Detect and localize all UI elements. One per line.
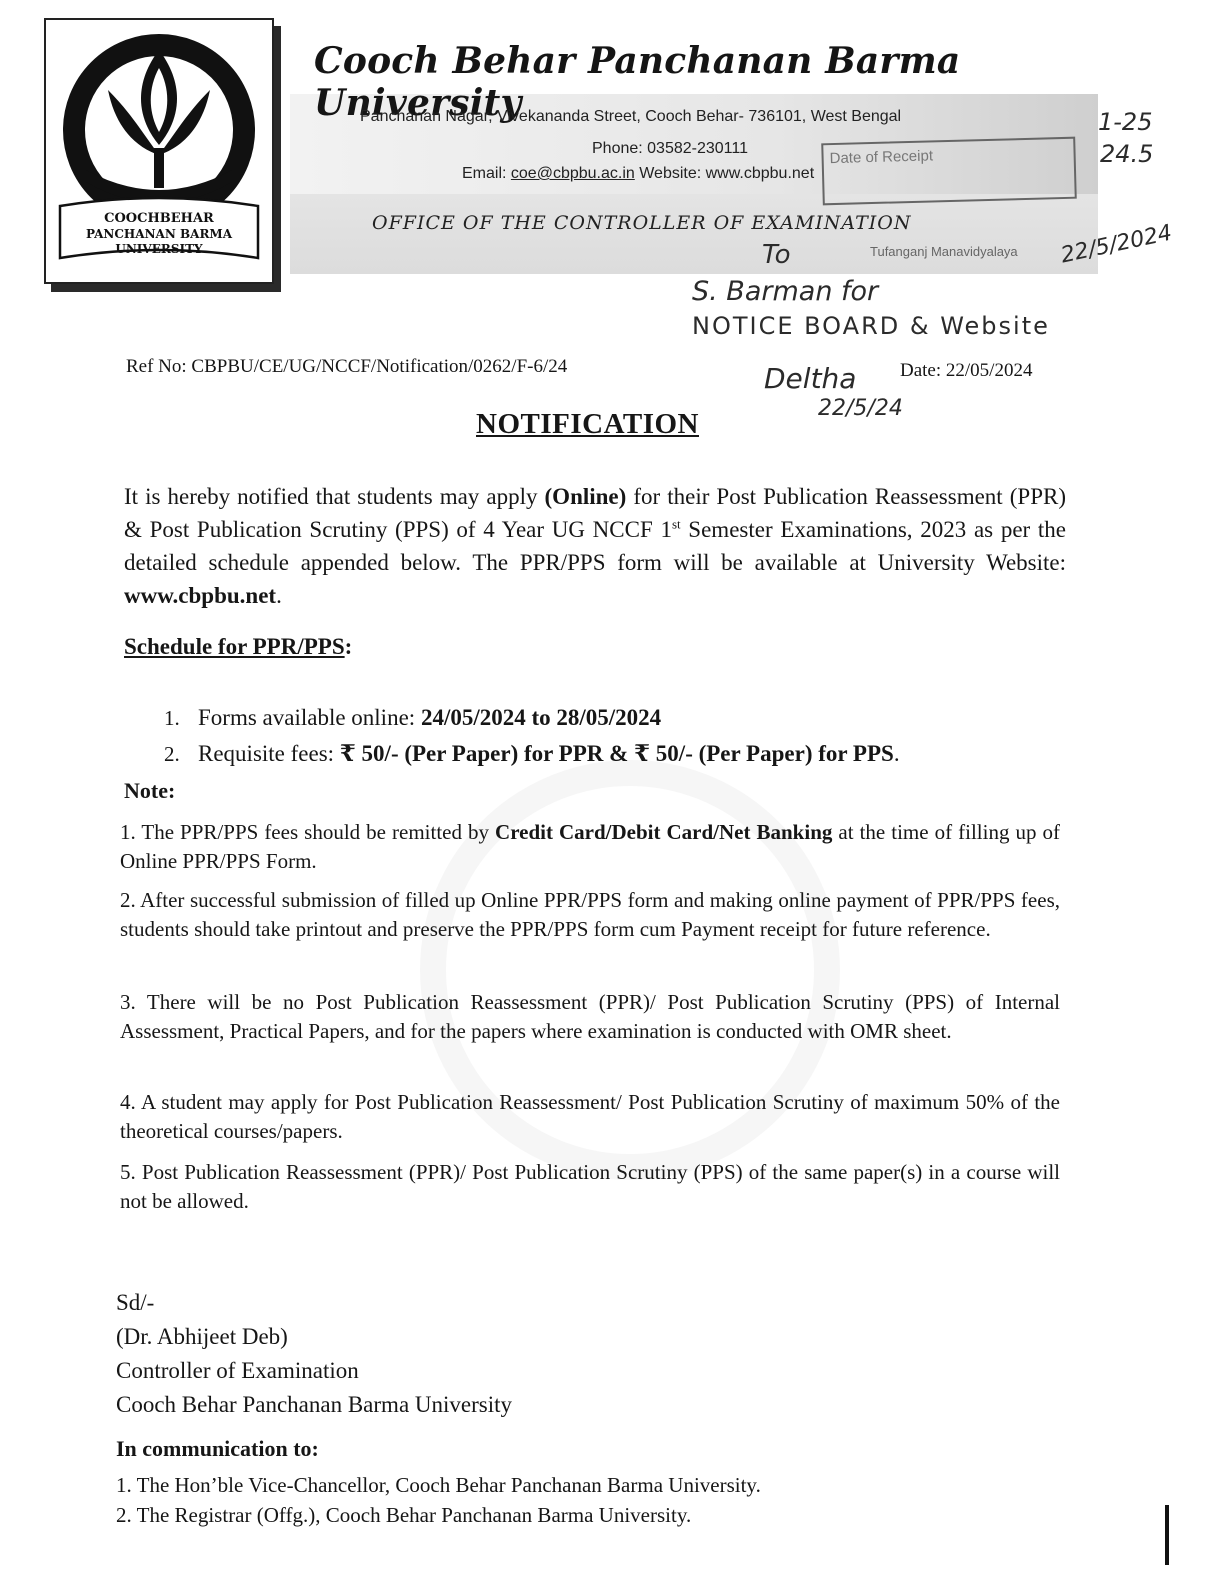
signatory-name: (Dr. Abhijeet Deb) [116,1324,288,1349]
list-number: 1. [164,706,180,730]
office-title: OFFICE OF THE CONTROLLER OF EXAMINATION [372,212,912,234]
logo-text-line1: COOCHBEHAR [104,211,214,226]
note-1-text-c: at the time of filling up of Online PPR/PPS Form. [120,820,1060,873]
university-address: Panchanan Nagar, Vivekananda Street, Cooch Behar- 736101, West Bengal [360,108,902,125]
note-heading: Note: [124,778,176,803]
reference-number: Ref No: CBPBU/CE/UG/NCCF/Notification/0262/F-6/24 [126,356,568,377]
handwritten-recipient: S. Barman for [692,276,879,307]
communication-list [116,1470,761,1530]
website-label: Website: [634,165,706,182]
note-1 [120,818,1060,876]
list-item [164,736,1064,772]
signature-block [116,1286,512,1422]
note-1-text-a: 1. The PPR/PPS fees should be remitted by [120,820,496,844]
intro-text-2: for their Post Publication Reassessment (PPR) & Post Publication Scrutiny (PPS) of 4 Year UG NCCF 1 [124,484,1066,542]
intro-sup: st [671,516,681,532]
note-3: 3. There will be no Post Publication Reassessment (PPR)/ Post Publication Scrutiny (PPS) of Internal Assessment, Practical Papers, and for the papers where examination is conducted with OMR sheet. [120,990,1060,1043]
schedule-heading [124,634,352,660]
handwritten-margin-date1: 1-25 [1098,108,1153,136]
university-logo [44,18,274,284]
handwritten-to: To [762,240,791,270]
stamp-college: Tufanganj Manavidyalaya [870,244,1018,259]
signatory-institution: Cooch Behar Panchanan Barma University [116,1392,512,1417]
schedule-list [164,700,1064,772]
university-name: Cooch Behar Panchanan Barma University [314,40,961,124]
intro-text-1: It is hereby notified that students may apply [124,484,545,509]
receipt-stamp [821,137,1077,206]
note-4: 4. A student may apply for Post Publication Reassessment/ Post Publication Scrutiny of maximum 50% of the theoretical courses/papers. [120,1090,1060,1143]
logo-text-line3: UNIVERSITY [115,242,203,256]
contact-line [462,165,814,183]
note-5: 5. Post Publication Reassessment (PPR)/ Post Publication Scrutiny (PPS) of the same paper(s) in a course will not be allowed. [120,1160,1060,1213]
fees-end: . [893,741,900,766]
schedule-heading-colon: : [344,634,353,659]
scan-edge-mark [1165,1505,1169,1565]
email-label: Email: [462,165,511,182]
intro-end: . [276,583,282,608]
logo-text-line2: PANCHANAN BARMA [85,227,233,241]
phone-line [592,140,748,158]
phone-label: Phone: [592,140,648,157]
website-link[interactable]: www.cbpbu.net [705,165,815,182]
signatory-designation: Controller of Examination [116,1358,359,1383]
fees-value: ₹ 50/- (Per Paper) for PPR & ₹ 50/- (Per Paper) for PPS [339,741,894,766]
list-number: 2. [164,742,180,766]
list-item [164,700,1064,736]
list-item: 2. The Registrar (Offg.), Cooch Behar Panchanan Barma University. [116,1503,692,1527]
communication-heading: In communication to: [116,1436,319,1461]
intro-paragraph [124,480,1066,612]
intro-online: (Online) [544,484,627,509]
page-title: NOTIFICATION [476,408,699,440]
handwritten-stamp-date: 22/5/2024 [1058,220,1175,269]
leaf-flame-emblem-icon [46,20,272,282]
handwritten-purpose: NOTICE BOARD & Website [692,312,1050,340]
list-item: 1. The Hon’ble Vice-Chancellor, Cooch Behar Panchanan Barma University. [116,1473,761,1497]
email-link[interactable]: coe@cbpbu.ac.in [510,165,635,182]
handwritten-signature: Deltha [764,362,857,395]
signature-sd: Sd/- [116,1290,155,1315]
notice-date: Date: 22/05/2024 [900,360,1033,381]
note-1-payment-modes: Credit Card/Debit Card/Net Banking [495,820,833,844]
intro-text-3: Semester Examinations, 2023 as per the detailed schedule appended below. The PPR/PPS form will be available at University Website: [124,517,1066,575]
handwritten-margin-date2: 24.5 [1100,140,1154,168]
forms-dates: 24/05/2024 to 28/05/2024 [420,705,662,730]
handwritten-date: 22/5/24 [818,396,903,421]
fees-label: Requisite fees: [198,741,340,766]
stamp-label: Date of Receipt [829,147,934,168]
intro-website[interactable]: www.cbpbu.net [124,583,277,608]
schedule-heading-text: Schedule for PPR/PPS [124,634,345,659]
forms-label: Forms available online: [198,705,421,730]
phone-number: 03582-230111 [647,140,748,157]
note-2: 2. After successful submission of filled up Online PPR/PPS form and making online payment of PPR/PPS fees, students should take printout and preserve the PPR/PPS form cum Payment receipt for future reference. [120,888,1060,941]
